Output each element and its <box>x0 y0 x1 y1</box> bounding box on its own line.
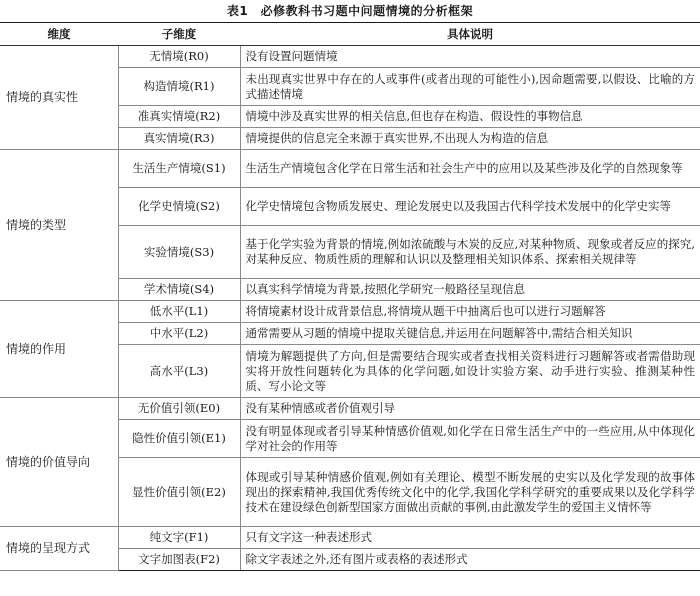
sub-dimension-cell: 实验情境(S3) <box>118 226 240 279</box>
table-row <box>0 301 700 323</box>
description-cell: 基于化学实验为背景的情境,例如浓硫酸与木炭的反应,对某种物质、现象或者反应的探究,对某种反应、物质性质的理解和认识以及整理相关知识体系、探索相关规律等 <box>240 226 700 279</box>
description-cell: 没有设置问题情境 <box>240 46 700 68</box>
sub-dimension-cell: 化学史情境(S2) <box>118 188 240 226</box>
sub-dimension-cell: 构造情境(R1) <box>118 68 240 106</box>
description-cell: 生活生产情境包含化学在日常生活和社会生产中的应用以及某些涉及化学的自然现象等 <box>240 150 700 188</box>
table-row <box>0 46 700 68</box>
description-cell: 没有某种情感或者价值观引导 <box>240 398 700 420</box>
sub-dimension-cell: 学术情境(S4) <box>118 279 240 301</box>
description-cell: 只有文字这一种表述形式 <box>240 527 700 549</box>
sub-dimension-cell: 无价值引领(E0) <box>118 398 240 420</box>
header-sub-dimension: 子维度 <box>118 23 240 46</box>
dimension-presentation: 情境的呈现方式 <box>0 527 118 571</box>
sub-dimension-cell: 隐性价值引领(E1) <box>118 420 240 458</box>
sub-dimension-cell: 高水平(L3) <box>118 345 240 398</box>
sub-dimension-cell: 纯文字(F1) <box>118 527 240 549</box>
description-cell: 情境中涉及真实世界的相关信息,但也存在构造、假设性的事物信息 <box>240 106 700 128</box>
description-cell: 将情境素材设计成背景信息,将情境从题干中抽离后也可以进行习题解答 <box>240 301 700 323</box>
analysis-framework-table <box>0 22 700 571</box>
dimension-value-orientation: 情境的价值导向 <box>0 398 118 527</box>
description-cell: 以真实科学情境为背景,按照化学研究一般路径呈现信息 <box>240 279 700 301</box>
dimension-type: 情境的类型 <box>0 150 118 301</box>
sub-dimension-cell: 准真实情境(R2) <box>118 106 240 128</box>
description-cell: 情境为解题提供了方向,但是需要结合现实或者查找相关资料进行习题解答或者需借助现实将开放性问题转化为具体的化学问题,如设计实验方案、动手进行实验、推测某种性质、写小论文等 <box>240 345 700 398</box>
table-row <box>0 527 700 549</box>
sub-dimension-cell: 生活生产情境(S1) <box>118 150 240 188</box>
description-cell: 情境提供的信息完全来源于真实世界,不出现人为构造的信息 <box>240 128 700 150</box>
table-caption: 表1 必修教科书习题中问题情境的分析框架 <box>226 4 474 18</box>
sub-dimension-cell: 显性价值引领(E2) <box>118 458 240 527</box>
table-row <box>0 398 700 420</box>
sub-dimension-cell: 真实情境(R3) <box>118 128 240 150</box>
header-description: 具体说明 <box>240 23 700 46</box>
description-cell: 没有明显体现或者引导某种情感价值观,如化学在日常生活生产中的一些应用,从中体现化学对社会的作用等 <box>240 420 700 458</box>
sub-dimension-cell: 无情境(R0) <box>118 46 240 68</box>
header-dimension: 维度 <box>0 23 118 46</box>
dimension-authenticity: 情境的真实性 <box>0 46 118 150</box>
dimension-function: 情境的作用 <box>0 301 118 398</box>
header-row <box>0 23 700 46</box>
description-cell: 未出现真实世界中存在的人或事件(或者出现的可能性小),因命题需要,以假设、比喻的方式描述情境 <box>240 68 700 106</box>
description-cell: 通常需要从习题的情境中提取关键信息,并运用在问题解答中,需结合相关知识 <box>240 323 700 345</box>
table-row <box>0 150 700 188</box>
description-cell: 体现或引导某种情感价值观,例如有关理论、模型不断发展的史实以及化学发现的故事体现出的探索精神,我国优秀传统文化中的化学,我国化学科学研究的重要成果以及化学科学技术在建设绿色创新型国家方面做出贡献的事例,由此激发学生的爱国主义情怀等 <box>240 458 700 527</box>
sub-dimension-cell: 中水平(L2) <box>118 323 240 345</box>
sub-dimension-cell: 低水平(L1) <box>118 301 240 323</box>
sub-dimension-cell: 文字加图表(F2) <box>118 549 240 571</box>
description-cell: 除文字表述之外,还有图片或表格的表述形式 <box>240 549 700 571</box>
description-cell: 化学史情境包含物质发展史、理论发展史以及我国古代科学技术发展中的化学史实等 <box>240 188 700 226</box>
